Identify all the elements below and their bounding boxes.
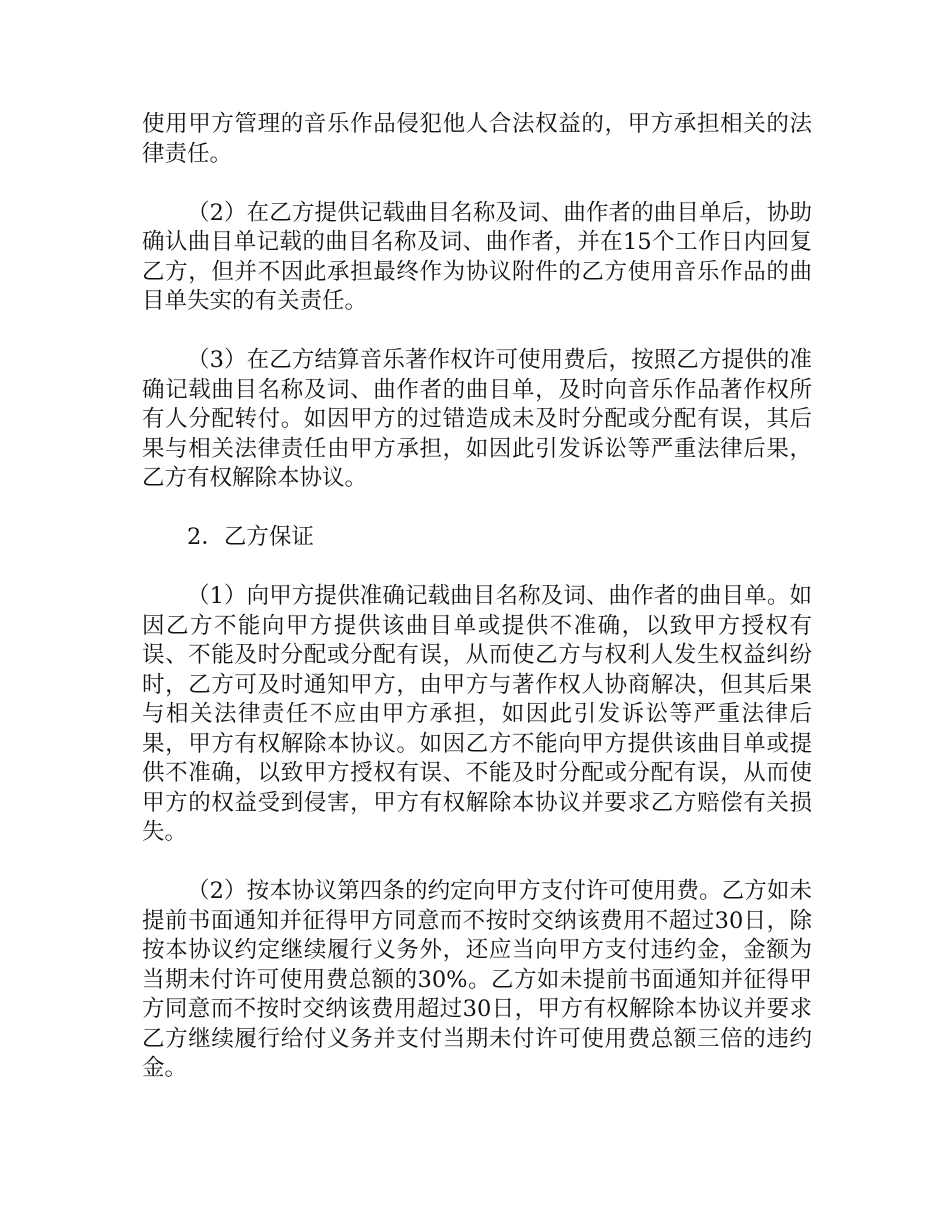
paragraph-clause-1-2: （2）在乙方提供记载曲目名称及词、曲作者的曲目单后，协助确认曲目单记载的曲目名称及词、曲作者，并在15个工作日内回复乙方，但并不因此承担最终作为协议附件的乙方使用音乐作品的曲目单失实的有关责任。 xyxy=(142,199,812,314)
paragraph-clause-2-1: （1）向甲方提供准确记载曲目名称及词、曲作者的曲目单。如因乙方不能向甲方提供该曲目单或提供不准确，以致甲方授权有误、不能及时分配或分配有误，从而使乙方与权利人发生权益纠纷时，乙方可及时通知甲方，由甲方与著作权人协商解决，但其后果与相关法律责任不应由甲方承担，如因此引发诉讼等严重法律后果，甲方有权解除本协议。如因乙方不能向甲方提供该曲目单或提供不准确，以致甲方授权有误、不能及时分配或分配有误，从而使甲方的权益受到侵害，甲方有权解除本协议并要求乙方赔偿有关损失。 xyxy=(142,583,812,845)
paragraph-clause-2-2: （2）按本协议第四条的约定向甲方支付许可使用费。乙方如未提前书面通知并征得甲方同意而不按时交纳该费用不超过30日，除按本协议约定继续履行义务外，还应当向甲方支付违约金，金额为当期未付许可使用费总额的30%。乙方如未提前书面通知并征得甲方同意而不按时交纳该费用超过30日，甲方有权解除本协议并要求乙方继续履行给付义务并支付当期未付许可使用费总额三倍的违约金。 xyxy=(142,878,812,1081)
paragraph-continuation: 使用甲方管理的音乐作品侵犯他人合法权益的，甲方承担相关的法律责任。 xyxy=(142,111,812,167)
document-body xyxy=(142,110,812,1113)
paragraph-clause-1-3: （3）在乙方结算音乐著作权许可使用费后，按照乙方提供的准确记载曲目名称及词、曲作者的曲目单，及时向音乐作品著作权所有人分配转付。如因甲方的过错造成未及时分配或分配有误，其后果与相关法律责任由甲方承担，如因此引发诉讼等严重法律后果，乙方有权解除本协议。 xyxy=(142,347,812,491)
section-heading-party-b-guarantee: 2．乙方保证 xyxy=(187,524,314,550)
